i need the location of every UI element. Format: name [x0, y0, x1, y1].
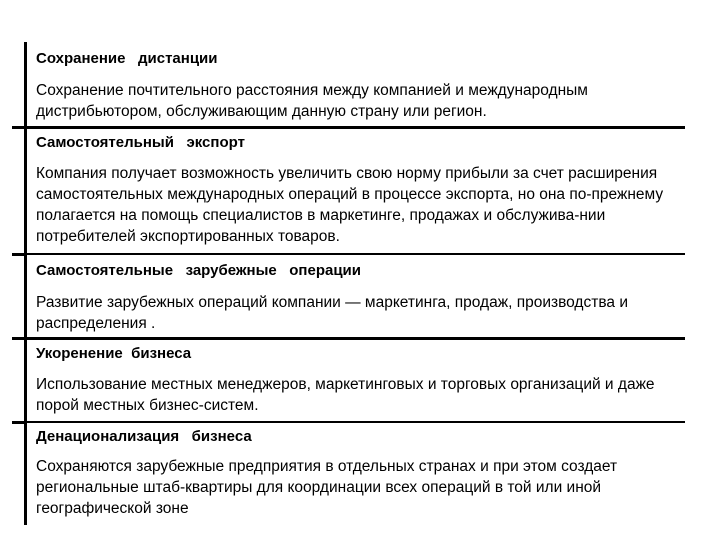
section-divider	[12, 126, 685, 129]
section-title-foreign-operations: Самостоятельные зарубежные операции	[36, 262, 361, 279]
section-title-own-export: Самостоятельный экспорт	[36, 134, 245, 151]
section-divider	[26, 253, 685, 255]
section-title-business-rooting: Укоренение бизнеса	[36, 345, 192, 362]
section-text-denationalization: Сохраняются зарубежные предприятия в отдельных странах и при этом создает региональные штаб-квартиры для координации всех операций в той или иной географической зоне	[36, 458, 618, 517]
section-divider	[26, 421, 685, 423]
divider-tick	[12, 253, 27, 256]
section-title-keep-distance: Сохранение дистанции	[36, 50, 218, 67]
section-text-keep-distance: Сохранение почтительного расстояния между компанией и международным дистрибьютором, обслуживающим данную страну или регион.	[36, 82, 588, 120]
section-text-foreign-operations: Развитие зарубежных операций компании — маркетинга, продаж, производства и распределения .	[36, 294, 628, 332]
divider-tick	[12, 421, 27, 424]
section-title-denationalization: Денационализация бизнеса	[36, 428, 252, 445]
section-text-business-rooting: Использование местных менеджеров, маркетинговых и торговых организаций и даже порой местных бизнес-систем.	[36, 376, 655, 414]
left-vertical-rule	[24, 42, 27, 525]
section-text-own-export: Компания получает возможность увеличить свою норму прибыли за счет расширения самостоятельных международных операций в процессе экспорта, но она по-прежнему полагается на помощь специалистов в маркетинге, продажах и обслужива-нии потребителей экспортированных товаров.	[36, 165, 664, 245]
section-divider	[12, 337, 685, 340]
